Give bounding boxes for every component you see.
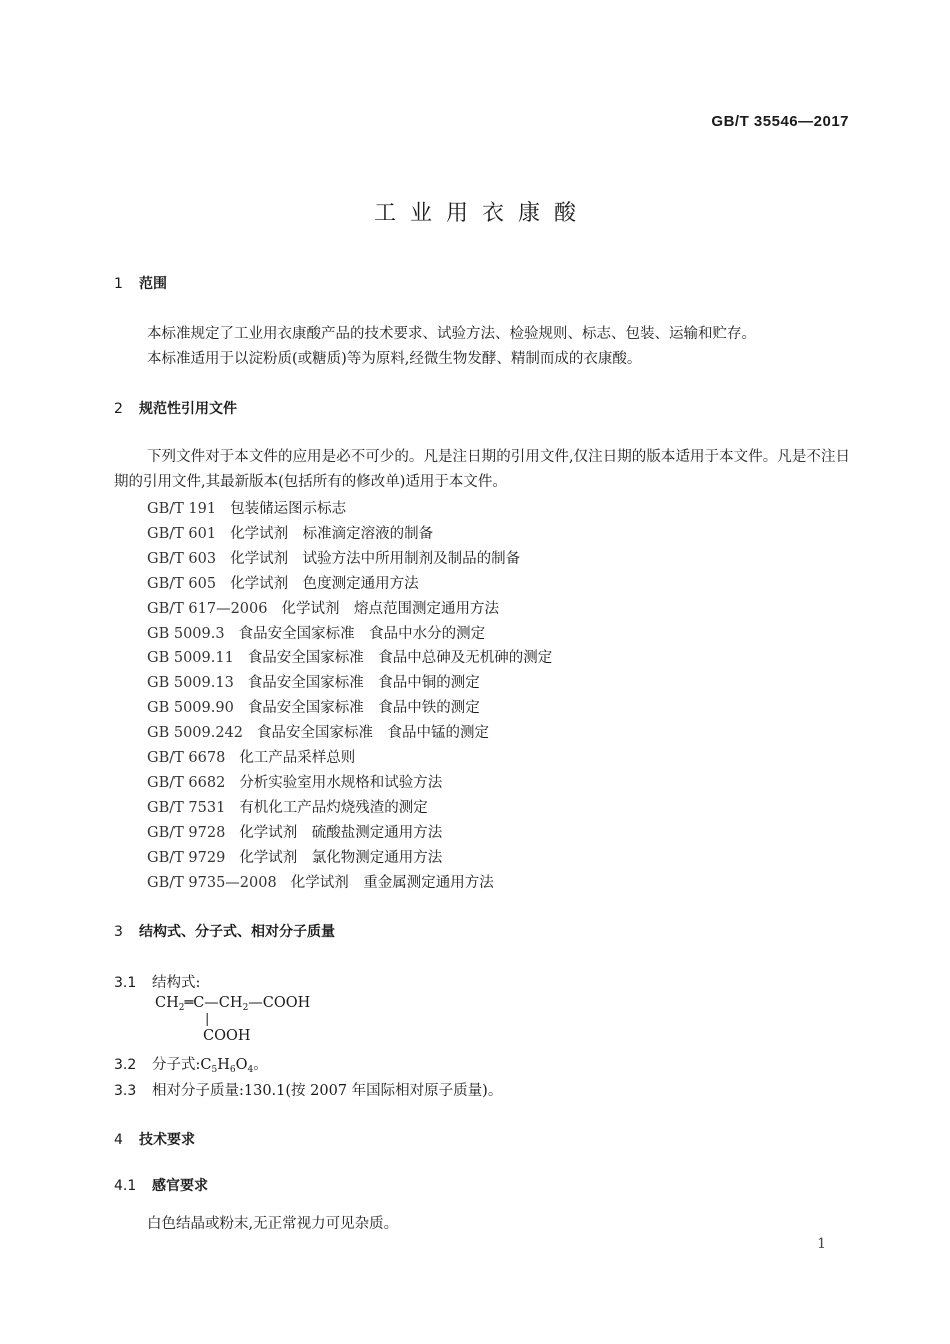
section-3-heading (114, 921, 335, 941)
section-title: 技术要求 (139, 1132, 195, 1148)
section-2-heading (114, 398, 237, 418)
reference-item (147, 821, 442, 842)
reference-item (147, 547, 520, 568)
document-title: 工业用衣康酸 (373, 201, 590, 226)
section-title: 规范性引用文件 (139, 401, 237, 417)
reference-code: GB/T 9735—2008 (147, 874, 277, 891)
section-number: 3 (114, 924, 123, 940)
reference-code: GB/T 6682 (147, 774, 226, 791)
section-number: 1 (114, 276, 123, 292)
reference-title: 化学试剂 标准滴定溶液的制备 (230, 525, 434, 542)
reference-title: 食品安全国家标准 食品中水分的测定 (238, 625, 486, 642)
section-title: 范围 (139, 276, 167, 292)
subsection-3-2: 3.2 分子式$:C_5H_6O_4$。 (114, 1057, 268, 1075)
reference-title: 分析实验室用水规格和试验方法 (239, 774, 443, 791)
reference-item (147, 771, 442, 792)
reference-code: GB 5009.242 (147, 725, 244, 742)
reference-item (147, 796, 428, 817)
subsection-number: 3.2 (114, 1057, 137, 1073)
reference-title: 包装储运图示标志 (230, 501, 347, 517)
reference-code: GB/T 7531 (147, 799, 226, 816)
paragraph: 白色结晶或粉末,无正常视力可见杂质。 (147, 1216, 399, 1232)
reference-code: GB/T 6678 (147, 750, 226, 766)
reference-title: 食品安全国家标准 食品中锰的测定 (257, 725, 490, 742)
reference-title: 化学试剂 氯化物测定通用方法 (239, 849, 443, 866)
reference-item (147, 671, 480, 692)
reference-item (147, 572, 419, 593)
reference-item (147, 846, 442, 867)
subsection-text: 相对分子质量:130.1(按 2007 年国际相对原子质量)。 (152, 1083, 503, 1099)
reference-item (147, 646, 552, 667)
subsection-4-1-heading (114, 1175, 208, 1195)
subsection-label: 分子式: (152, 1057, 201, 1073)
paragraph: 本标准适用于以淀粉质(或糖质)等为原料,经微生物发酵、精制而成的衣康酸。 (147, 351, 642, 367)
reference-item (147, 871, 494, 892)
reference-title: 化学试剂 色度测定通用方法 (230, 575, 419, 592)
subsection-number: 3.1 (114, 975, 137, 991)
reference-code: GB 5009.13 (147, 675, 234, 692)
reference-item (147, 597, 499, 618)
structural-formula-line1: $CH_2═C—CH_2—COOH$ (155, 995, 311, 1013)
reference-title: 化学试剂 重金属测定通用方法 (290, 874, 494, 891)
section-4-heading (114, 1129, 195, 1149)
subsection-number: 4.1 (114, 1178, 137, 1194)
reference-item (147, 622, 485, 643)
section-number: 4 (114, 1132, 123, 1148)
reference-title: 食品安全国家标准 食品中铜的测定 (247, 675, 480, 692)
reference-title: 化学试剂 试验方法中所用制剂及制品的制备 (230, 550, 521, 567)
reference-code: GB/T 603 (147, 550, 217, 567)
reference-item (147, 721, 489, 742)
reference-code: GB 5009.11 (147, 650, 234, 667)
reference-item (147, 497, 346, 518)
reference-code: GB 5009.3 (147, 625, 225, 642)
subsection-3-3 (114, 1079, 502, 1100)
reference-code: GB/T 605 (147, 575, 217, 592)
reference-item (147, 696, 480, 717)
reference-title: 食品安全国家标准 食品中铁的测定 (247, 700, 480, 717)
reference-item (147, 522, 433, 543)
structural-formula-bond: | (205, 1012, 210, 1027)
subsection-number: 3.3 (114, 1083, 137, 1099)
section-1-heading (114, 273, 167, 293)
section-title: 结构式、分子式、相对分子质量 (139, 924, 335, 940)
standard-number: GB/T 35546—2017 (711, 113, 849, 130)
reference-code: GB/T 191 (147, 501, 217, 517)
reference-title: 化工产品采样总则 (239, 750, 356, 766)
molecular-formula: $C_5H_6O_4$ (200, 1057, 254, 1075)
reference-item (147, 746, 355, 767)
subsection-3-1 (114, 971, 200, 992)
reference-code: GB/T 9729 (147, 849, 226, 866)
reference-title: 食品安全国家标准 食品中总砷及无机砷的测定 (247, 650, 553, 667)
reference-title: 化学试剂 熔点范围测定通用方法 (281, 600, 499, 617)
subsection-label: 结构式: (152, 975, 201, 991)
intro-paragraph: 下列文件对于本文件的应用是必不可少的。凡是注日期的引用文件,仅注日期的版本适用于本文件。凡是不注日期的引用文件,其最新版本(包括所有的修改单)适用于本文件。 (114, 449, 850, 490)
paragraph: 本标准规定了工业用衣康酸产品的技术要求、试验方法、检验规则、标志、包装、运输和贮存。 (147, 326, 756, 342)
reference-code: GB/T 601 (147, 525, 217, 542)
reference-code: GB/T 9728 (147, 824, 226, 841)
subsection-title: 感官要求 (152, 1178, 208, 1194)
reference-title: 化学试剂 硫酸盐测定通用方法 (239, 824, 443, 841)
section-number: 2 (114, 401, 123, 417)
reference-code: GB 5009.90 (147, 700, 234, 717)
reference-title: 有机化工产品灼烧残渣的测定 (239, 799, 428, 816)
structural-formula-line2: COOH (203, 1028, 251, 1044)
page-number: 1 (817, 1236, 826, 1252)
reference-code: GB/T 617—2006 (147, 600, 268, 617)
